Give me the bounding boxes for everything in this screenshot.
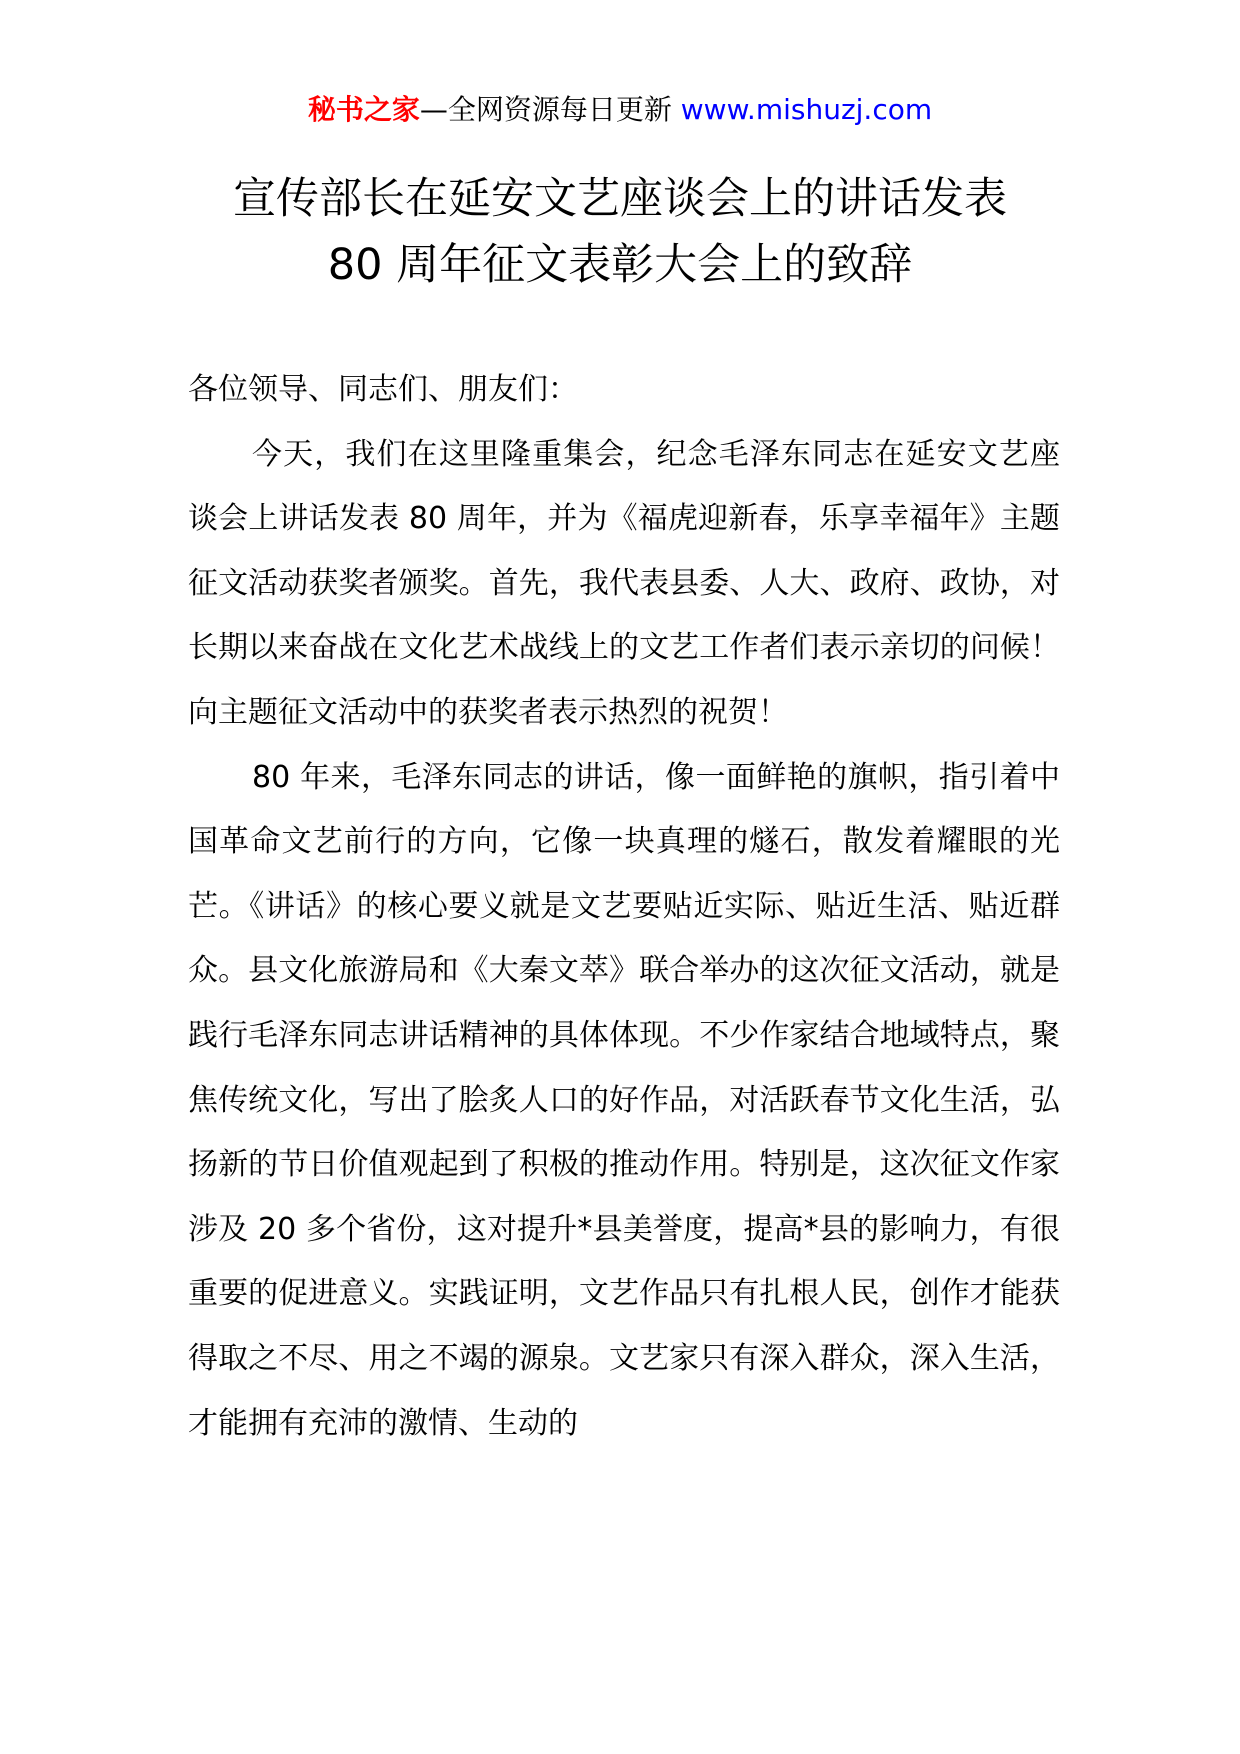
document-title xyxy=(0,166,1240,298)
paragraph-2: 80 年来，毛泽东同志的讲话，像一面鲜艳的旗帜，指引着中国革命文艺前行的方向，它像一块真理的燧石，散发着耀眼的光芒。《讲话》的核心要义就是文艺要贴近实际、贴近生活、贴近群众。县文化旅游局和《大秦文萃》联合举办的这次征文活动，就是践行毛泽东同志讲话精神的具体体现。不少作家结合地域特点，聚焦传统文化，写出了脍炙人口的好作品，对活跃春节文化生活，弘扬新的节日价值观起到了积极的推动作用。特别是，这次征文作家涉及 20 多个省份，这对提升*县美誉度，提高*县的影响力，有很重要的促进意义。实践证明，文艺作品只有扎根人民，创作才能获得取之不尽、用之不竭的源泉。文艺家只有深入群众，深入生活，才能拥有充沛的激情、生动的 xyxy=(188,759,1060,1441)
title-line-1: 宣传部长在延安文艺座谈会上的讲话发表 xyxy=(233,174,1007,224)
title-line-2: 80 周年征文表彰大会上的致辞 xyxy=(327,240,913,290)
site-tagline: —全网资源每日更新 xyxy=(419,93,681,126)
document-body xyxy=(188,358,1060,1456)
salutation: 各位领导、同志们、朋友们： xyxy=(188,372,578,407)
site-url-link[interactable]: www.mishuzj.com xyxy=(680,93,933,126)
site-header xyxy=(0,90,1240,130)
site-brand: 秘书之家 xyxy=(307,93,420,126)
paragraph-1: 今天，我们在这里隆重集会，纪念毛泽东同志在延安文艺座谈会上讲话发表 80 周年，并为《福虎迎新春，乐享幸福年》主题征文活动获奖者颁奖。首先，我代表县委、人大、政府、政协，对长期以来奋战在文化艺术战线上的文艺工作者们表示亲切的问候！向主题征文活动中的获奖者表示热烈的祝贺！ xyxy=(188,436,1060,730)
